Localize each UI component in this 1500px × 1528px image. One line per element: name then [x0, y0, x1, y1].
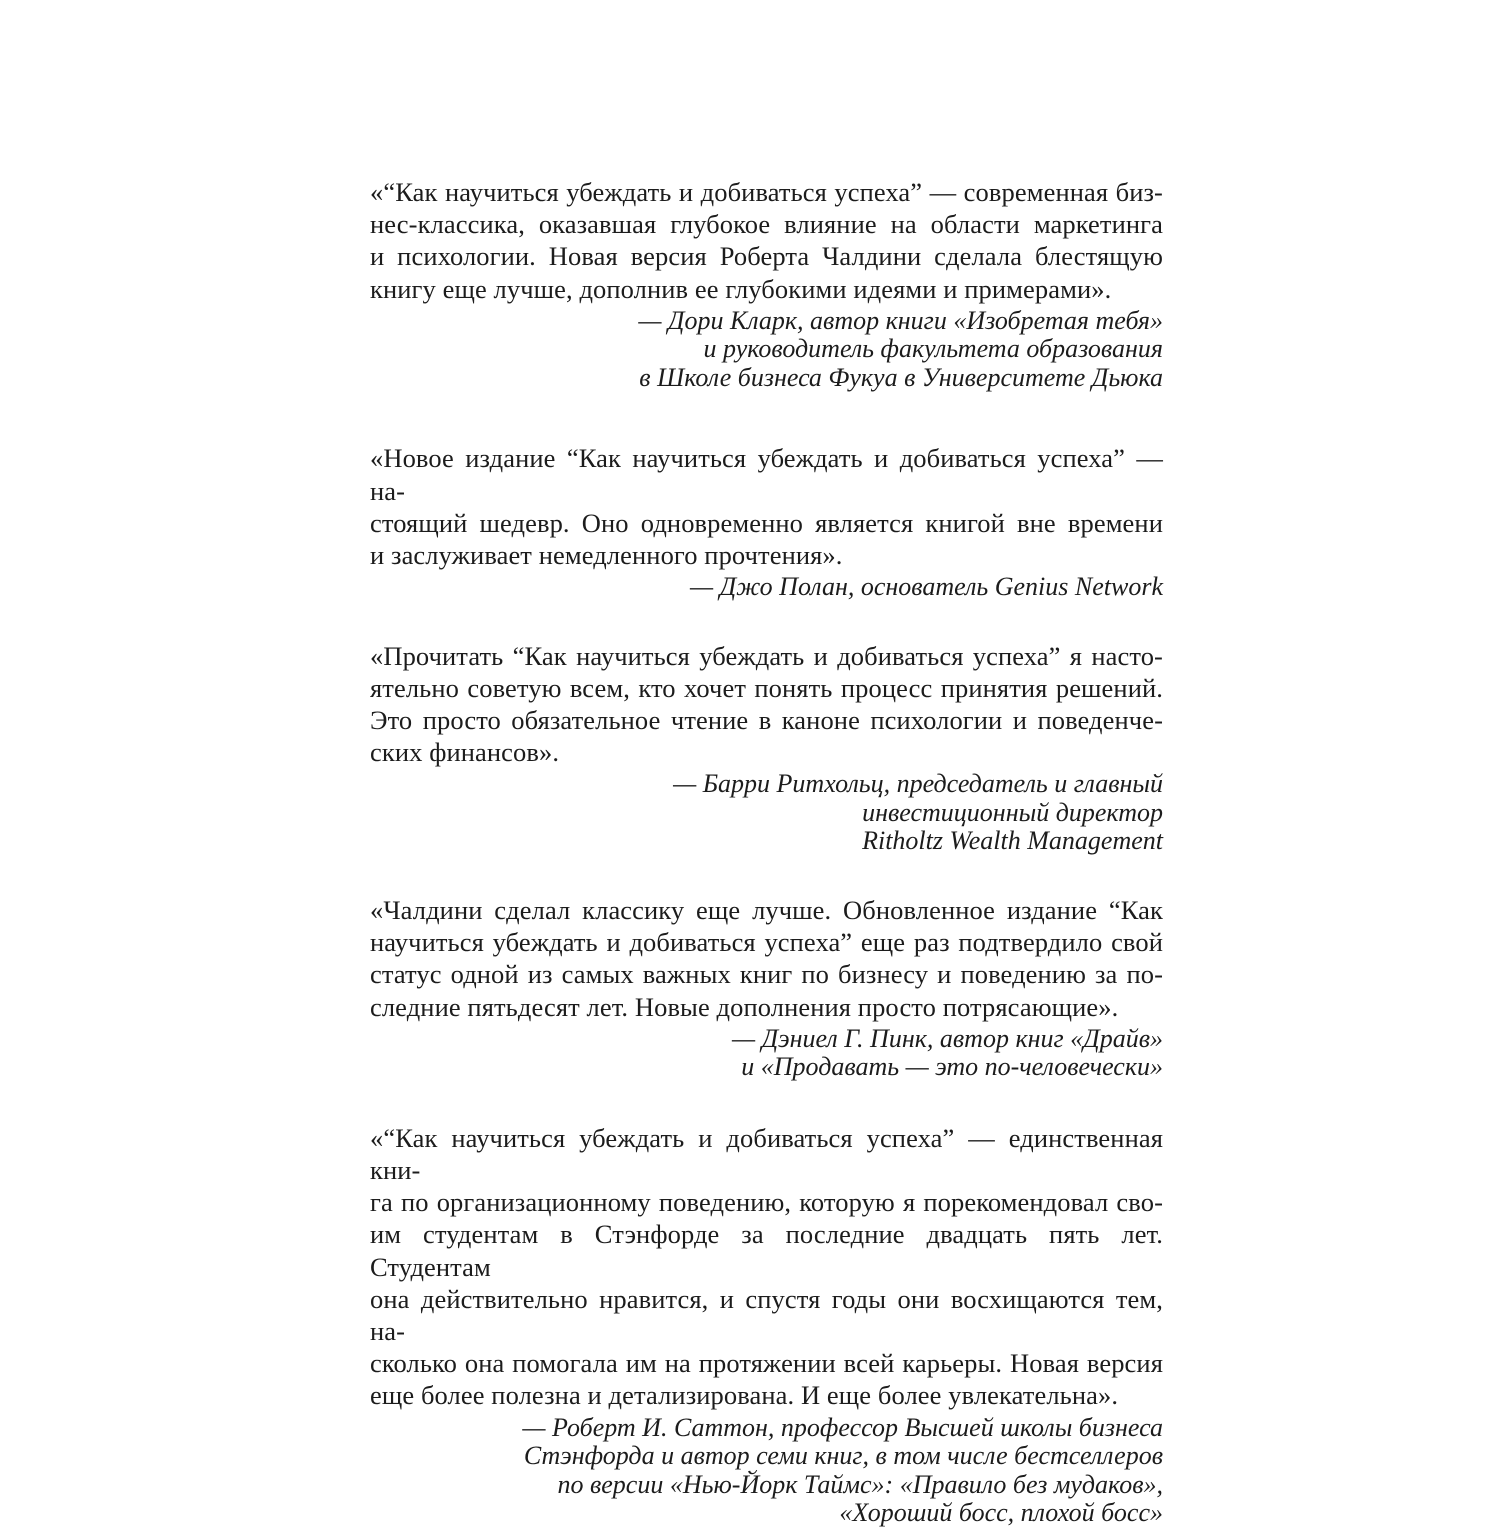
quote-line: Это просто обязательное чтение в каноне психологии и поведенче-: [370, 705, 1163, 736]
quote-line: следние пятьдесят лет. Новые дополнения просто потрясающие».: [370, 991, 1119, 1022]
attribution-line: «Хороший босс, плохой босс»: [839, 1498, 1163, 1528]
attribution-line: — Барри Ритхольц, председатель и главный: [673, 769, 1163, 799]
blurb-attribution: [370, 1025, 1163, 1082]
quote-line: «Прочитать “Как научиться убеждать и добиваться успеха” я насто-: [370, 640, 1163, 671]
blurb-quote: [370, 176, 1163, 305]
quote-line: статус одной из самых важных книг по бизнесу и поведению за по-: [370, 959, 1163, 990]
blurb-attribution: [370, 573, 1163, 602]
quote-line: и психологии. Новая версия Роберта Чалдини сделала блестящую: [370, 241, 1163, 272]
quote-line: сколько она помогала им на протяжении всей карьеры. Новая версия: [370, 1348, 1163, 1379]
attribution-line: Стэнфорда и автор семи книг, в том числе бестселлеров: [523, 1441, 1163, 1471]
quote-line: книгу еще лучше, дополнив ее глубокими идеями и примерами».: [370, 273, 1112, 304]
quote-line: еще более полезна и детализирована. И еще более увлекательна».: [370, 1380, 1119, 1411]
quote-line: га по организационному поведению, которую я порекомендовал сво-: [370, 1187, 1163, 1218]
attribution-line: и руководитель факультета образования: [703, 334, 1163, 364]
quote-line: научиться убеждать и добиваться успеха” еще раз подтвердило свой: [370, 927, 1163, 958]
blurb-attribution: [370, 307, 1163, 393]
quote-line: «“Как научиться убеждать и добиваться успеха” — современная биз-: [370, 177, 1163, 207]
blurb-joe-polan: [370, 442, 1163, 601]
attribution-line: — Роберт И. Саттон, профессор Высшей школы бизнеса: [522, 1412, 1163, 1442]
attribution-line: в Школе бизнеса Фукуа в Университете Дьюка: [639, 362, 1163, 392]
blurb-barry-ritholtz: [370, 640, 1163, 856]
quote-line: стоящий шедевр. Оно одновременно является книгой вне времени: [370, 507, 1163, 538]
blurb-quote: [370, 640, 1163, 769]
attribution-line: инвестиционный директор: [862, 797, 1163, 827]
quote-line: и заслуживает немедленного прочтения».: [370, 539, 843, 570]
book-page: [370, 176, 1163, 1528]
blurb-dorie-clark: [370, 176, 1163, 392]
attribution-line: — Дори Кларк, автор книги «Изобретая тебя»: [638, 305, 1163, 335]
quote-line: «“Как научиться убеждать и добиваться успеха” — единственная кни-: [370, 1122, 1163, 1185]
attribution-line: — Дэниел Г. Пинк, автор книг «Драйв»: [731, 1023, 1163, 1053]
attribution-line: по версии «Нью-Йорк Таймс»: «Правило без мудаков»,: [557, 1469, 1163, 1499]
blurb-robert-sutton: [370, 1122, 1163, 1528]
blurb-attribution: [370, 1414, 1163, 1528]
blurb-quote: [370, 442, 1163, 571]
attribution-line: Ritholtz Wealth Management: [862, 826, 1163, 856]
blurb-quote: [370, 894, 1163, 1023]
quote-line: им студентам в Стэнфорде за последние двадцать пять лет. Студентам: [370, 1219, 1163, 1282]
quote-line: она действительно нравится, и спустя годы они восхищаются тем, на-: [370, 1283, 1163, 1346]
blurb-daniel-pink: [370, 894, 1163, 1082]
blurb-attribution: [370, 770, 1163, 856]
attribution-line: и «Продавать — это по-человечески»: [741, 1052, 1163, 1082]
quote-line: ятельно советую всем, кто хочет понять процесс принятия решений.: [370, 672, 1163, 703]
attribution-line: — Джо Полан, основатель Genius Network: [689, 572, 1163, 602]
blurb-quote: [370, 1122, 1163, 1412]
quote-line: нес-классика, оказавшая глубокое влияние на области маркетинга: [370, 209, 1163, 240]
quote-line: «Чалдини сделал классику еще лучше. Обновленное издание “Как: [370, 894, 1163, 925]
quote-line: «Новое издание “Как научиться убеждать и добиваться успеха” — на-: [370, 443, 1163, 506]
quote-line: ских финансов».: [370, 737, 560, 768]
